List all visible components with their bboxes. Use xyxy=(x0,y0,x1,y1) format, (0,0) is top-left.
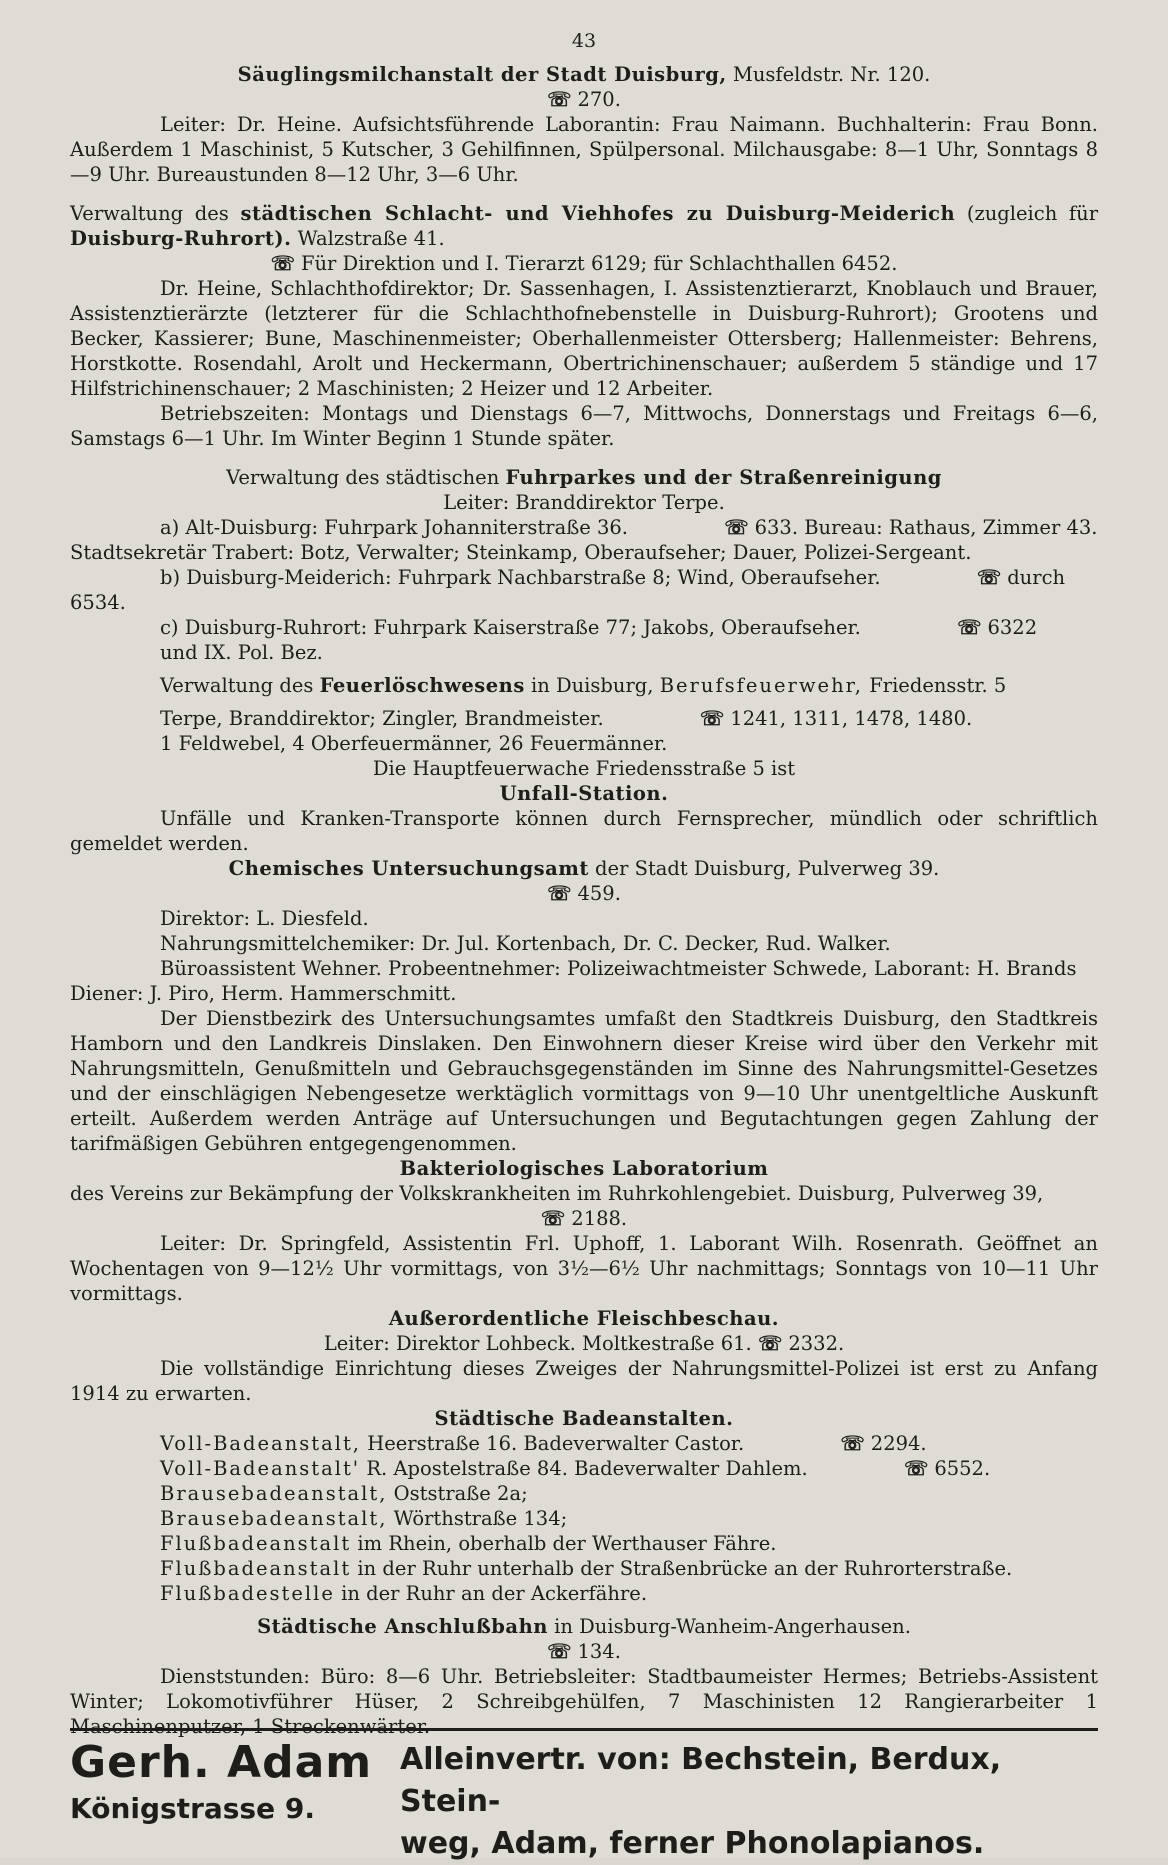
section-bahn: Städtische Anschlußbahn in Duisburg-Wanheim-Angerhausen. xyxy=(257,1615,911,1638)
feuer-title: Feuerlöschwesens xyxy=(319,674,525,697)
telephone-icon: ☏ xyxy=(547,1640,572,1663)
unfall-title: Unfall-Station. xyxy=(499,782,669,805)
document-page: 43 Säuglingsmilchanstalt der Stadt Duisburg, Musfeldstr. Nr. 120. ☏ 270. Leiter: Dr. Heine. Aufsichtsführende Laborantin: Frau Naimann. Buchhalterin: Frau Bonn. Außerdem 1 Maschinist, 5 Kutscher, 3 Gehilfinnen, Spülpersonal. Milchausgabe: 8—1 Uhr, Sonntags 8—9 Uhr. Bureaustunden 8—12 Uhr, 3—6 Uhr. Verwaltung des städtischen Schlacht- und Viehhofes zu Duisburg-Meiderich (zugleich für Duisburg-Ruhrort). Walzstraße 41. ☏ Für Direktion und I. Tierarzt 6129; für Schlachthallen 6452. Dr. Heine, Schlachthofdirektor; Dr. Sassenhagen, I. Assistenztierarzt, Knoblauch und Brauer, Assistenztierärzte (letzterer für die Schlachthofnebenstelle in Duisburg-Ruhrort); Grootens und Becker, Kassierer; Bune, Maschinenmeister; Oberhallenmeister Ottersberg; Hallenmeister: Behrens, Horstkotte. Rosendahl, Arolt und Heckermann, Obertrichinenschauer; außerdem 5 ständige und 17 Hilfstrichinenschauer; 2 Maschinisten; 2 Heizer und 12 Arbeiter. Betriebszeiten: Montags und Dienstags 6—7, Mittwochs, Donnerstags und Freitags 6—6, Samstags 6—1 Uhr. Im Winter Beginn 1 Stunde später. Verwaltung des städtischen Fuhrparkes und der Straßenreinigung Leiter: Branddirektor Terpe. a) Alt-Duisburg: Fuhrpark Johanniterstraße 36. ☏ 633. Bureau: Rathaus, Zimmer 43. Stadtsekretär Trabert: Botz, Verwalter; Steinkamp, Oberaufseher; Dauer, Polizei-Sergeant. b) Duisburg-Meiderich: Fuhrpark Nachbarstraße 8; Wind, Oberaufseher. ☏ durch 6534. c) Duisburg-Ruhrort: Fuhrpark Kaiserstraße 77; Jakobs, Oberaufseher. ☏ 6322 und IX. Pol. Bez. Verwaltung des Feuerlöschwesens in Duisburg, Berufsfeuerwehr, Friedensstr. 5 Terpe, Branddirektor; Zingler, Brandmeister. ☏ 1241, 1311, 1478, 1480. 1 Feldwebel, 4 Oberfeuermänner, 26 Feuermänner. Die Hauptfeuerwache Friedensstraße 5 ist Unfall-Station. Unfälle und Kranken-Transporte können durch Fernsprecher, mündlich oder schriftlich gemeldet werden. Chemisches Untersuchungsamt der Stadt Duisburg, Pulverweg 39. ☏ 459. Direktor: L. Diesfeld. Nahrungsmittelchemiker: Dr. Jul. Kortenbach, Dr. C. Decker, Rud. Walker. Büroassistent Wehner. Probeentnehmer: Polizeiwachtmeister Schwede, Laborant: H. Brands Diener: J. Piro, Herm. Hammerschmitt. Der Dienstbezirk des Untersuchungsamtes umfaßt den Stadtkreis Duisburg, den Stadtkreis Hamborn und den Landkreis Dinslaken. Den Einwohnern dieser Kreise wird über den Verkehr mit Nahrungsmitteln, Genußmitteln und Gebrauchsgegenständen im Sinne des Nahrungsmittel-Gesetzes und der einschlägigen Nebengesetze werktäglich vormittags von 9—10 Uhr unentgeltliche Auskunft erteilt. Außerdem werden Anträge auf Untersuchungen und Begutachtungen gegen Zahlung der tarifmäßigen Gebühren entgegengenommen. Bakteriologisches Laboratorium des Vereins zur Bekämpfung der Volkskrankheiten im Ruhrkohlengebiet. Duisburg, Pulverweg 39, ☏ 2188. Leiter: Dr. Springfeld, Assistentin Frl. Uphoff, 1. Laborant Wilh. Rosenrath. Geöffnet an Wochentagen von 9—12½ Uhr vormittags, von 3½—6½ Uhr nachmittags; Sonntags von 10—11 Uhr vormittags. Außerordentliche Fleischbeschau. Leiter: Direktor Lohbeck. Moltkestraße 61. ☏ 2332. Die vollständige Einrichtung dieses Zweiges der Nahrungsmittel-Polizei ist erst zu Anfang 1914 zu erwarten. Städtische Badeanstalten. Voll-Badeanstalt, Heerstraße 16. Badeverwalter Castor. ☏ 2294. Voll-Badeanstalt' R. Apostelstraße 84. Badeverwalter Dahlem. ☏ 6552. Brausebadeanstalt, Oststraße 2a; Brausebadeanstalt, Wörthstraße 134; Flußbadeanstalt im Rhein, oberhalb der Werthauser Fähre. Flußbadeanstalt in der Ruhr unterhalb der Straßenbrücke an der Ruhrorterstraße. Flußbadestelle in der Ruhr an der Ackerfähre. Städtische Anschlußbahn in Duisburg-Wanheim-Angerhausen. ☏ 134. Dienststunden: Büro: 8—6 Uhr. Betriebsleiter: Stadtbaumeister Hermes; Betriebs-Assistent Winter; Lokomotivführer Hüser, 2 Schreibgehülfen, 7 Maschinisten 12 Rangierarbeiter 1 Maschinenputzer, 1 Streckenwärter. Gerh. Adam Königstrasse 9. Alleinvertr. von: Bechstein, Berdux, Stein- weg, Adam, ferner Phonolapianos. xyxy=(0,0,1168,1858)
telephone-icon: ☏ xyxy=(976,566,1002,589)
saeugling-phone: 270. xyxy=(577,88,621,111)
schlachthof-hours: Betriebszeiten: Montags und Dienstags 6—7, Mittwochs, Donnerstags und Freitags 6—6, Samstags 6—1 Uhr. Im Winter Beginn 1 Stunde später. xyxy=(70,402,1098,450)
telephone-icon: ☏ xyxy=(547,882,572,905)
page-number: 43 xyxy=(571,30,597,52)
telephone-icon: ☏ xyxy=(957,616,982,639)
section-feuer: Verwaltung des Feuerlöschwesens in Duisburg, Berufsfeuerwehr, Friedensstr. 5 xyxy=(160,674,1007,697)
fleisch-title: Außerordentliche Fleischbeschau. xyxy=(388,1307,780,1330)
bakt-text: Leiter: Dr. Springfeld, Assistentin Frl. Uphoff, 1. Laborant Wilh. Rosenrath. Geöffnet an Wochentagen von 9—12½ Uhr vormittags, von 3½—6½ Uhr nachmittags; Sonntags von 10—11 Uhr vormittags. xyxy=(70,1232,1098,1305)
telephone-icon: ☏ xyxy=(270,252,295,275)
section-fuhrpark: Verwaltung des städtischen Fuhrparkes und der Straßenreinigung xyxy=(226,466,942,489)
ad-name: Gerh. Adam xyxy=(70,1737,373,1788)
schlachthof-phone: Für Direktion und I. Tierarzt 6129; für Schlachthallen 6452. xyxy=(300,252,898,275)
section-schlachthof: Verwaltung des städtischen Schlacht- und Viehhofes zu Duisburg-Meiderich (zugleich für Duisburg-Ruhrort). Walzstraße 41. xyxy=(70,202,1099,250)
unfall-text: Unfälle und Kranken-Transporte können durch Fernsprecher, mündlich oder schriftlich gemeldet werden. xyxy=(70,807,1098,855)
schlachthof-text: Dr. Heine, Schlachthofdirektor; Dr. Sassenhagen, I. Assistenztierarzt, Knoblauch und Brauer, Assistenztierärzte (letzterer für die Schlachthofnebenstelle in Duisburg-Ruhrort); Grootens und Becker, Kassierer; Bune, Maschinenmeister; Oberhallenmeister Ottersberg; Hallenmeister: Behrens, Horstkotte. Rosendahl, Arolt und Heckermann, Obertrichinenschauer; außerdem 5 ständige und 17 Hilfstrichinenschauer; 2 Maschinisten; 2 Heizer und 12 Arbeiter. xyxy=(70,277,1098,400)
saeugling-title: Säuglingsmilchanstalt der Stadt Duisburg, xyxy=(237,63,727,86)
section-saeugling xyxy=(70,62,1098,87)
section-chemisch: Chemisches Untersuchungsamt der Stadt Duisburg, Pulverweg 39. xyxy=(228,857,940,880)
telephone-icon: ☏ xyxy=(547,88,572,111)
advertisement xyxy=(70,1728,1098,1865)
bad-title: Städtische Badeanstalten. xyxy=(434,1407,734,1430)
telephone-icon: ☏ xyxy=(757,1332,783,1355)
telephone-icon: ☏ xyxy=(840,1432,865,1455)
bahn-text: Dienststunden: Büro: 8—6 Uhr. Betriebsleiter: Stadtbaumeister Hermes; Betriebs-Assistent Winter; Lokomotivführer Hüser, 2 Schreibgehülfen, 7 Maschinisten 12 Rangierarbeiter 1 Maschinenputzer, 1 Streckenwärter. xyxy=(70,1665,1098,1738)
ad-line2: weg, Adam, ferner Phonolapianos. xyxy=(400,1826,985,1861)
telephone-icon: ☏ xyxy=(724,516,749,539)
telephone-icon: ☏ xyxy=(699,707,725,730)
bakt-title: Bakteriologisches Laboratorium xyxy=(399,1157,769,1180)
saeugling-text: Leiter: Dr. Heine. Aufsichtsführende Laborantin: Frau Naimann. Buchhalterin: Frau Bonn. Außerdem 1 Maschinist, 5 Kutscher, 3 Gehilfinnen, Spülpersonal. Milchausgabe: 8—1 Uhr, Sonntags 8—9 Uhr. Bureaustunden 8—12 Uhr, 3—6 Uhr. xyxy=(70,113,1098,186)
saeugling-address: Musfeldstr. Nr. 120. xyxy=(732,63,931,86)
bahn-title: Städtische Anschlußbahn xyxy=(257,1615,548,1638)
fuhrpark-title: Fuhrparkes und der Straßenreinigung xyxy=(505,466,942,489)
telephone-icon: ☏ xyxy=(903,1457,929,1480)
schlachthof-title: städtischen Schlacht- und Viehhofes zu Duisburg-Meiderich xyxy=(240,202,956,225)
chemisch-text: Der Dienstbezirk des Untersuchungsamtes umfaßt den Stadtkreis Duisburg, den Stadtkreis Hamborn und den Landkreis Dinslaken. Den Einwohnern dieser Kreise wird über den Verkehr mit Nahrungsmitteln, Genußmitteln und Gebrauchsgegenständen im Sinne des Nahrungsmittel-Gesetzes und der einschlägigen Nebengesetze werktäglich vormittags von 9—10 Uhr unentgeltliche Auskunft erteilt. Außerdem werden Anträge auf Untersuchungen und Begutachtungen gegen Zahlung der tarifmäßigen Gebühren entgegengenommen. xyxy=(70,1007,1098,1155)
telephone-icon: ☏ xyxy=(540,1207,566,1230)
ad-line1: Alleinvertr. von: Bechstein, Berdux, Stein- xyxy=(400,1742,1002,1819)
ad-address: Königstrasse 9. xyxy=(70,1792,315,1825)
chemisch-title: Chemisches Untersuchungsamt xyxy=(228,857,589,880)
fuhrpark-a2: Stadtsekretär Trabert: Botz, Verwalter; Steinkamp, Oberaufseher; Dauer, Polizei-Sergeant. xyxy=(70,541,972,564)
fuhrpark-leader: Leiter: Branddirektor Terpe. xyxy=(443,491,725,514)
